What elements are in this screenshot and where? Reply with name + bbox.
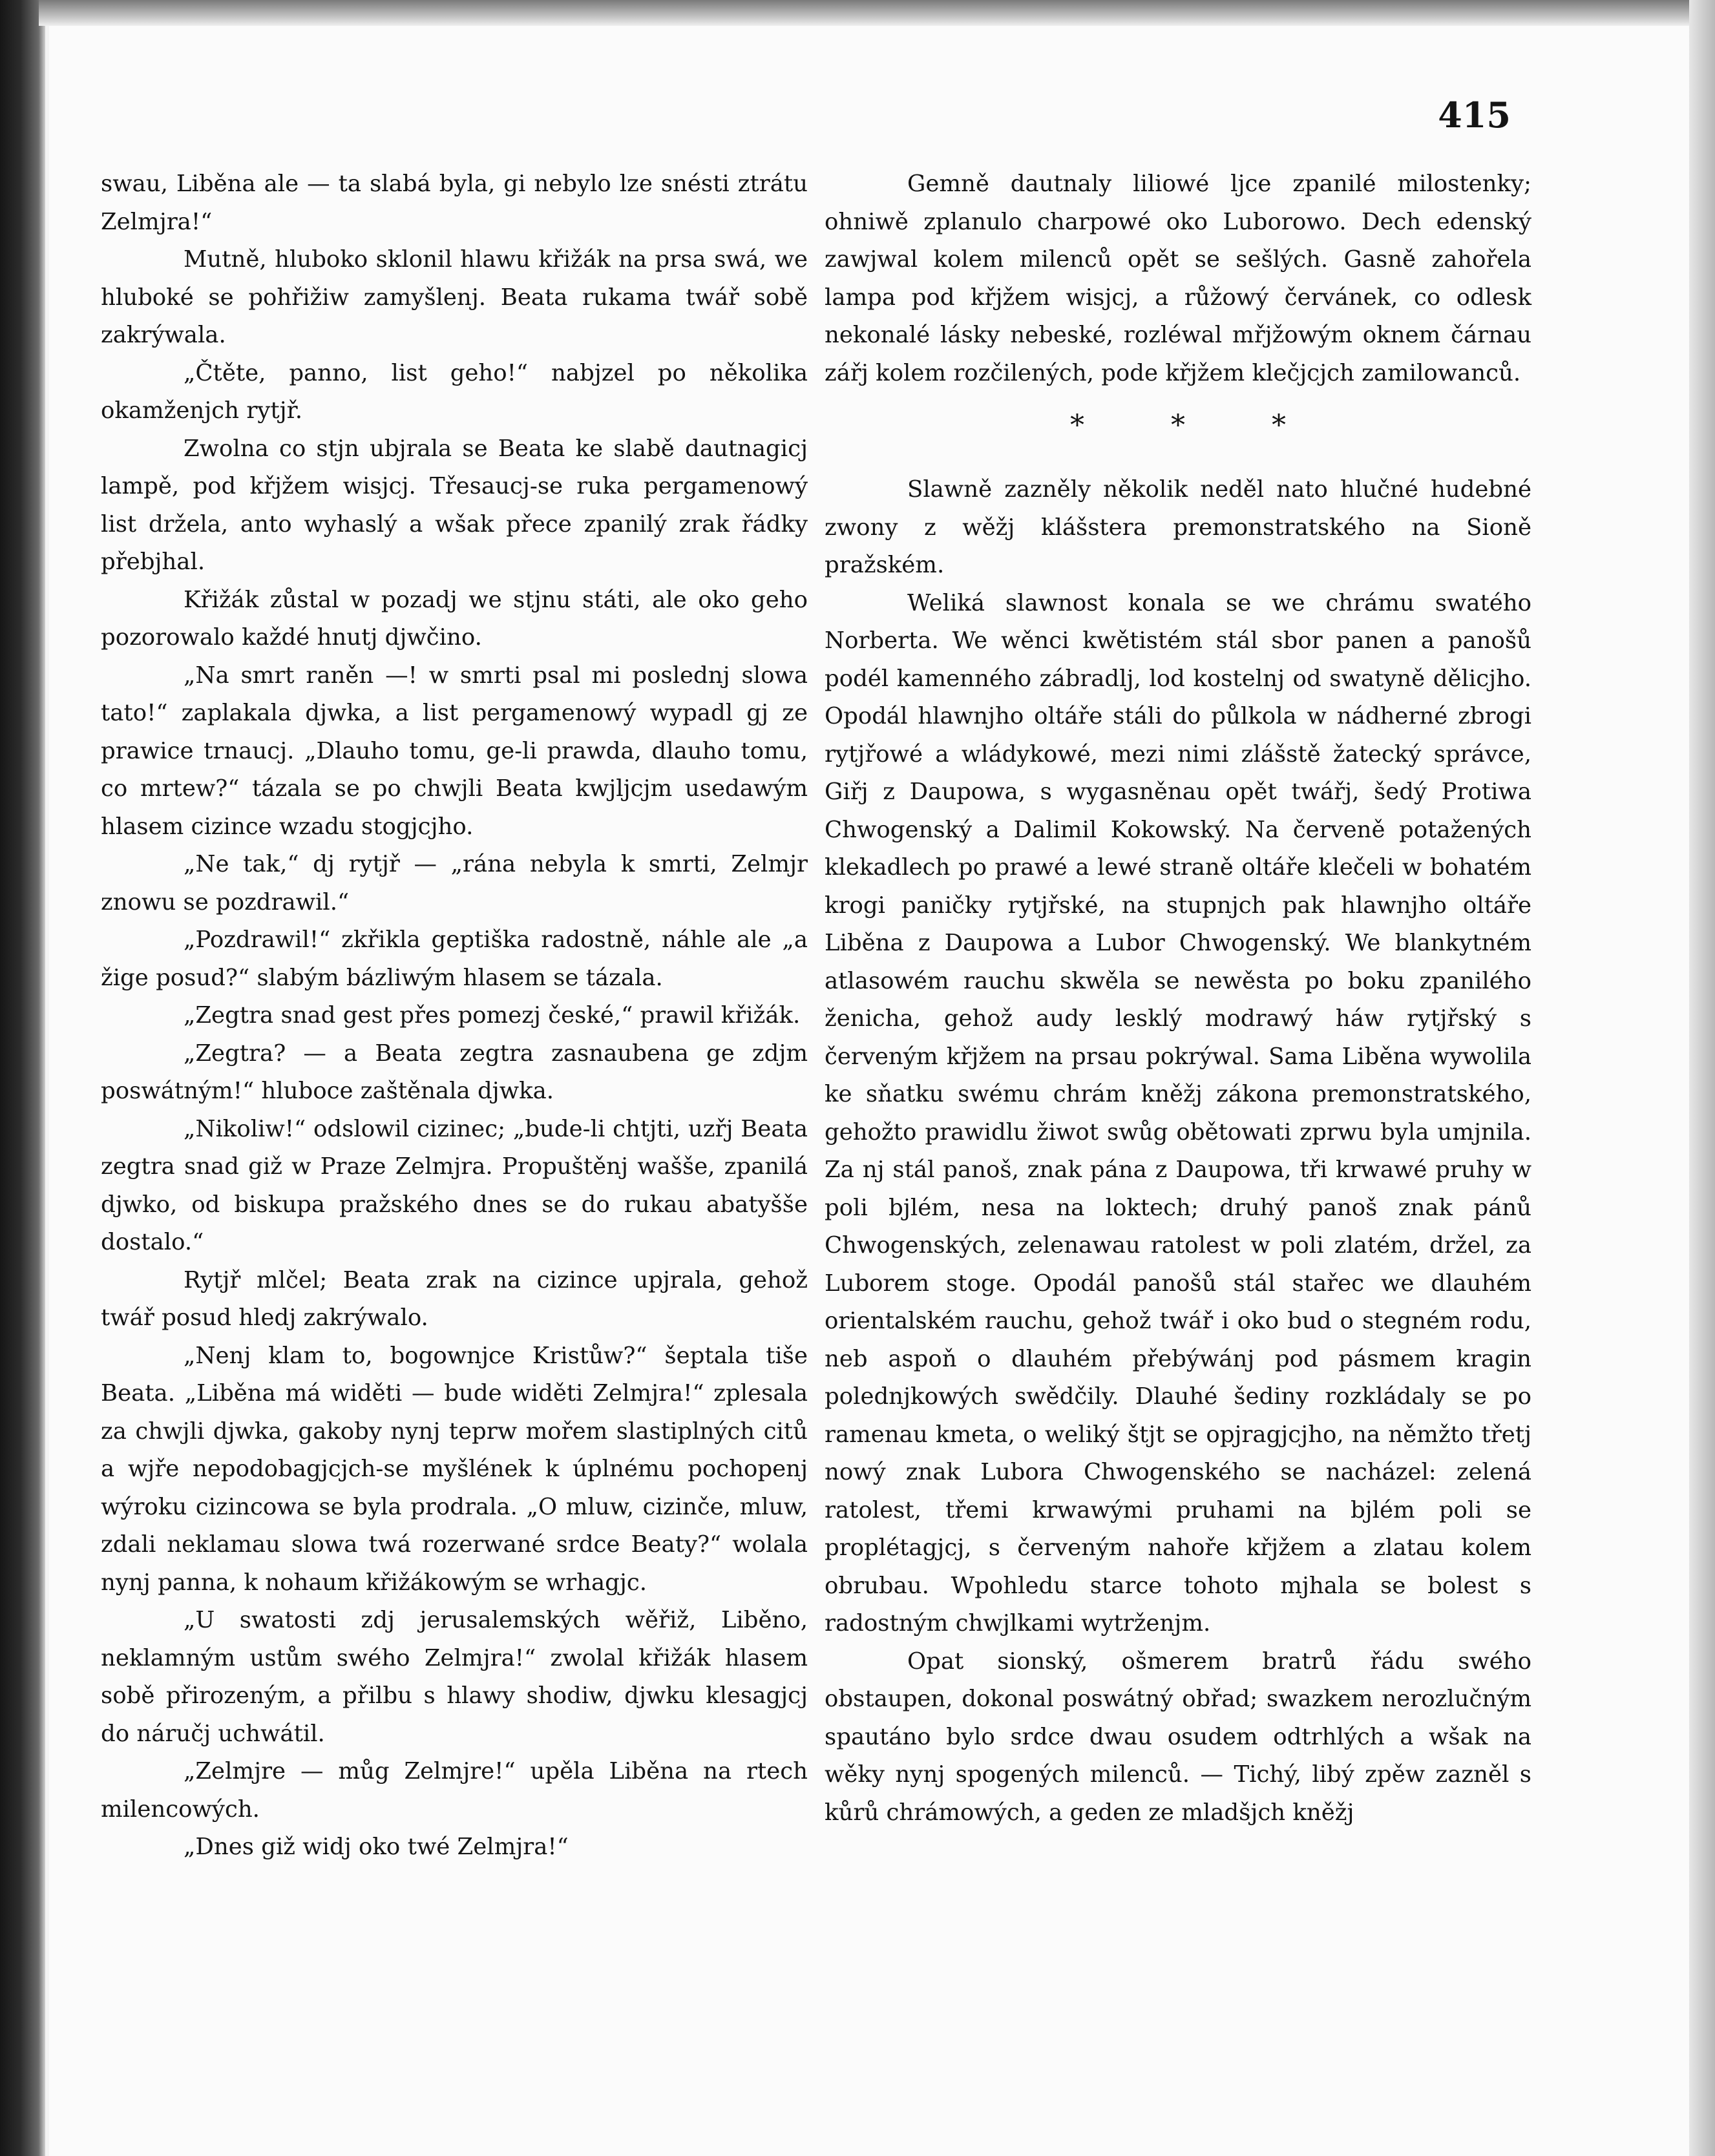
paragraph: „Zegtra? — a Beata zegtra zasnaubena ge zdjm poswátným!“ hluboce zaštěnala djwka. [101,1040,808,1104]
paragraph: Zwolna co stjn ubjrala se Beata ke slabě dautnagicj lampě, pod křjžem wisjcj. Třesaucj-se ruka pergamenowý list držela, anto wyhaslý a wšak přece zpanilý zrak řádky přebjhal. [101,435,808,575]
paragraph: „Nenj klam to, bogownjce Kristůw?“ šeptala tiše Beata. „Liběna má widěti — bude widěti Zelmjra!“ zplesala za chwjli djwka, gakoby nynj teprw mořem slastiplných citů a wjře nepodobagjcjch-se myšlének k úplnému pochopenj wýroku cizincowa se byla prodrala. „O mluw, cizinče, mluw, zdali neklamau slowa twá rozerwané srdce Beaty?“ wolala nynj panna, k nohaum křižákowým se wrhagjc. [101,1342,808,1596]
scan-top-edge [39,0,1715,26]
paragraph: Slawně zazněly několik neděl nato hlučné hudebné zwony z wěžj klášstera premonstratského na Sioně pražském. [825,476,1531,578]
paragraph: „Dnes giž widj oko twé Zelmjra!“ [184,1834,569,1860]
paragraph: „Čtěte, panno, list geho!“ nabjzel po několika okamženjch rytjř. [101,359,808,424]
left-text-column [101,165,808,1867]
scan-right-edge [1689,0,1715,2156]
paragraph: „U swatosti zdj jerusalemských wěřiž, Liběno, neklamným ustům swého Zelmjra!“ zwolal křižák hlasem sobě přirozeným, a přilbu s hlawy shodiw, djwku klesagjcj do náručj uchwátil. [101,1607,808,1747]
paragraph: „Nikoliw!“ odslowil cizinec; „bude-li chtjti, uzřj Beata zegtra snad giž w Praze Zelmjra. Propuštěnj wašše, zpanilá djwko, od biskupa pražského dnes se do rukau abatyšše dostalo.“ [101,1115,808,1255]
paragraph: swau, Liběna ale — ta slabá byla, gi nebylo lze snésti ztrátu Zelmjra!“ [101,171,808,235]
section-separator: * * * [1070,409,1325,442]
paragraph: „Zegtra snad gest přes pomezj české,“ prawil křižák. [184,1002,801,1029]
paragraph: Mutně, hluboko sklonil hlawu křižák na prsa swá, we hluboké se pohřižiw zamyšlenj. Beata rukama twář sobě zakrýwala. [101,246,808,348]
paragraph: Gemně dautnaly liliowé ljce zpanilé milostenky; ohniwě zplanulo charpowé oko Luborowo. Dech edenský zawjwal kolem milenců opět se sešlých. Gasně zahořela lampa pod křjžem wisjcj, a růžowý červánek, co odlesk nekonalé lásky nebeské, rozléwal mřjžowým oknem čárnau zářj kolem rozčilených, pode křjžem klečjcjch zamilowanců. [825,171,1531,386]
binding-gutter [0,0,45,2156]
paragraph: Weliká slawnost konala se we chrámu swatého Norberta. We wěnci kwětistém stál sbor panen a panošů podél kamenného zábradlj, lod kostelnj od swatyně dělicjho. Opodál hlawnjho oltáře stáli do půlkola w nádherné zbrogi rytjřowé a wládykowé, mezi nimi zlášstě žatecký správce, Giřj z Daupowa, s wygasněnau opět twářj, šedý Protiwa Chwogenský a Dalimil Kokowský. Na červeně potažených klekadlech po prawé a lewé straně oltáře klečeli w bohatém krogi paničky rytjřské, na stupnjch pak hlawnjho oltáře Liběna z Daupowa a Lubor Chwogenský. We blankytném atlasowém rauchu skwěla se newěsta po boku zpanilého ženicha, gehož audy lesklý modrawý háw rytjřský s červeným křjžem na prsau pokrýwal. Sama Liběna wywolila ke sňatku swému chrám kněžj zákona premonstratského, gehožto prawidlu žiwot swůg obětowati zprwu byla umjnila. Za nj stál panoš, znak pána z Daupowa, tři krwawé pruhy w poli bjlém, nesa na loktech; druhý panoš znak pánů Chwogenských, zelenawau ratolest w poli zlatém, držel, za Luborem stoge. Opodál panošů stál stařec we dlauhém orientalském rauchu, gehož twář i oko bud o stegném rodu, neb aspoň o dlauhém přebýwánj pod pásmem kragin polednjkowých swědčily. Dlauhé šediny rozkládaly se po ramenau kmeta, o weliký štjt se opjragjcjho, na němžto třetj nowý znak Lubora Chwogenského se nacházel: zelená ratolest, třemi krwawými pruhami na bjlém poli se proplétagjcj, s červeným nahoře křjžem a zlatau kolem obrubau. Wpohledu starce tohoto mjhala se bolest s radostným chwjlkami wytrženjm. [825,589,1531,1637]
right-text-column [825,165,1531,1832]
paragraph: „Zelmjre — můg Zelmjre!“ upěla Liběna na rtech milencowých. [101,1758,808,1823]
page-number: 415 [1438,94,1511,136]
paragraph: Rytjř mlčel; Beata zrak na cizince upjrala, gehož twář posud hledj zakrýwalo. [101,1266,808,1331]
paragraph: „Na smrt raněn —! w smrti psal mi poslednj slowa tato!“ zaplakala djwka, a list pergamenowý wypadl gj ze prawice trnaucj. „Dlauho tomu, ge-li prawda, dlauho tomu, co mrtew?“ tázala se po chwjli Beata kwjljcjm usedawým hlasem cizince wzadu stogjcjho. [101,662,808,840]
paragraph: „Pozdrawil!“ zkřikla geptiška radostně, náhle ale „a žige posud?“ slabým bázliwým hlasem se tázala. [101,926,808,991]
paragraph: Opat sionský, ošmerem bratrů řádu swého obstaupen, dokonal poswátný obřad; swazkem nerozlučným spautáno bylo srdce dwau osudem odtrhlých a wšak na wěky nynj spogených milenců. — Tichý, libý zpěw zazněl s kůrů chrámowých, a geden ze mladšjch kněžj [825,1648,1531,1826]
paragraph: „Ne tak,“ dj rytjř — „rána nebyla k smrti, Zelmjr znowu se pozdrawil.“ [101,851,808,916]
paragraph: Křižák zůstal w pozadj we stjnu státi, ale oko geho pozorowalo každé hnutj djwčino. [101,586,808,651]
